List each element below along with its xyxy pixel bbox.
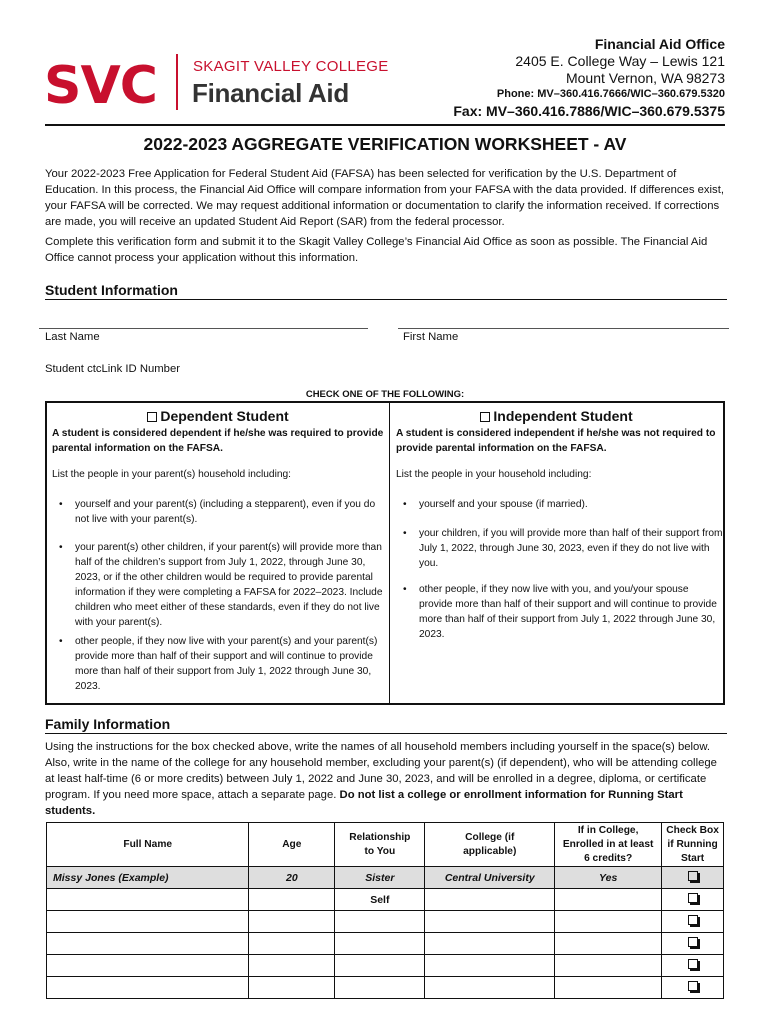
college-cell[interactable] — [425, 911, 555, 933]
running-start-cell — [662, 933, 724, 955]
example-age: 20 — [249, 867, 335, 889]
name-cell[interactable] — [47, 889, 249, 911]
relationship-cell: Self — [335, 889, 425, 911]
dependent-option[interactable] — [47, 408, 389, 424]
col-relationship: Relationship to You — [335, 823, 425, 867]
age-cell[interactable] — [249, 977, 335, 999]
bullet-icon: • — [403, 499, 407, 510]
logo-divider — [176, 54, 178, 110]
independent-description: A student is considered independent if he/she was not required to provide parental information on the FAFSA. — [396, 428, 716, 454]
table-row — [47, 977, 724, 999]
student-info-heading: Student Information — [45, 282, 178, 298]
family-info-heading: Family Information — [45, 716, 171, 732]
table-header-row — [47, 823, 724, 867]
status-box-divider — [389, 403, 390, 703]
running-start-cell — [662, 889, 724, 911]
document-title: 2022-2023 AGGREGATE VERIFICATION WORKSHEET - AV — [143, 134, 627, 154]
independent-list-head: List the people in your household including: — [396, 469, 592, 480]
independent-label: Independent Student — [493, 408, 633, 424]
dependent-item: • other people, if they now live with your parent(s) and your parent(s) provide more than half of their support and will continue to provide more than half of their support from July 1, 2022 through June 30, 2023. — [59, 636, 378, 692]
bullet-icon: • — [59, 499, 63, 510]
ctclink-id-label: Student ctcLink ID Number — [45, 363, 180, 375]
enrolled-cell[interactable] — [555, 933, 662, 955]
example-row — [47, 867, 724, 889]
dependent-label: Dependent Student — [160, 408, 289, 424]
example-running-start-cell — [662, 867, 724, 889]
age-cell[interactable] — [249, 889, 335, 911]
first-name-label: First Name — [403, 331, 459, 343]
running-start-checkbox[interactable] — [688, 893, 698, 903]
relationship-cell[interactable] — [335, 977, 425, 999]
running-start-checkbox[interactable] — [688, 959, 698, 969]
family-info-rule — [45, 733, 727, 734]
office-title: Financial Aid Office — [594, 36, 725, 52]
col-enrolled: If in College, Enrolled in at least 6 credits? — [555, 823, 662, 867]
independent-item: • yourself and your spouse (if married). — [403, 499, 588, 510]
name-cell[interactable] — [47, 933, 249, 955]
household-table — [46, 822, 724, 999]
office-address: 2405 E. College Way – Lewis 121 — [515, 53, 725, 69]
enrolled-cell[interactable] — [555, 955, 662, 977]
col-college: College (if applicable) — [425, 823, 555, 867]
office-fax: Fax: MV–360.416.7886/WIC–360.679.5375 — [453, 103, 725, 119]
name-cell[interactable] — [47, 911, 249, 933]
running-start-checkbox[interactable] — [688, 871, 698, 881]
first-name-line — [398, 328, 729, 329]
college-cell[interactable] — [425, 933, 555, 955]
bullet-icon: • — [59, 542, 63, 553]
dependent-list-head: List the people in your parent(s) household including: — [52, 469, 291, 480]
independent-item: • other people, if they now live with you, and you/your spouse provide more than half of their support and will continue to provide more than half of their support from July 1, 2022 through June 30, 2023. — [403, 584, 717, 640]
relationship-cell[interactable] — [335, 955, 425, 977]
logo-college-name: SKAGIT VALLEY COLLEGE — [193, 58, 389, 75]
col-running-start: Check Box if Running Start — [662, 823, 724, 867]
student-info-rule — [45, 299, 727, 300]
table-row — [47, 911, 724, 933]
independent-checkbox[interactable] — [480, 412, 490, 422]
dependent-checkbox[interactable] — [147, 412, 157, 422]
running-start-checkbox[interactable] — [688, 937, 698, 947]
family-instructions: Using the instructions for the box checked above, write the names of all household members including yourself in the space(s) below. Also, write in the name of the college for any household member, excluding your parent(s) (if dependent), who will be attending college at least half-time (6 or more credits) between July 1, 2022 and June 30, 2023, and will be enrolled in a degree, diploma, or certificate program. If you need more space, attach a separate page. Do not list a college or enrollment information for Running Start students. — [45, 741, 717, 817]
table-row — [47, 955, 724, 977]
intro-paragraph-1: Your 2022-2023 Free Application for Federal Student Aid (FAFSA) has been selected for verification by the U.S. Department of Education. In this process, the Financial Aid Office will compare information from your FAFSA with the data provided. If differences exist, your FAFSA will be corrected. We may request additional information or documentation to clarify the information received. If corrections are made, you will receive an updated Student Aid Report (SAR) from the federal processor. — [45, 168, 724, 228]
last-name-line — [39, 328, 368, 329]
running-start-cell — [662, 911, 724, 933]
example-name: Missy Jones (Example) — [47, 867, 249, 889]
bullet-icon: • — [403, 584, 407, 595]
enrolled-cell[interactable] — [555, 911, 662, 933]
enrolled-cell[interactable] — [555, 977, 662, 999]
header-rule — [45, 124, 725, 126]
col-age: Age — [249, 823, 335, 867]
enrolled-cell[interactable] — [555, 889, 662, 911]
dependent-item: • yourself and your parent(s) (including a stepparent), even if you do not live with your parent(s). — [59, 499, 376, 525]
bullet-icon: • — [403, 528, 407, 539]
intro-paragraph-2: Complete this verification form and submit it to the Skagit Valley College’s Financial Aid Office as soon as possible. The Financial Aid Office cannot process your application without this information. — [45, 236, 708, 264]
running-start-cell — [662, 955, 724, 977]
running-start-checkbox[interactable] — [688, 915, 698, 925]
col-full-name: Full Name — [47, 823, 249, 867]
ctclink-id-input[interactable] — [39, 346, 371, 362]
dependent-description: A student is considered dependent if he/she was required to provide parental information on the FAFSA. — [52, 428, 384, 454]
example-enrolled: Yes — [555, 867, 662, 889]
bullet-icon: • — [59, 636, 63, 647]
logo-department: Financial Aid — [192, 78, 349, 108]
independent-item: • your children, if you will provide more than half of their support from July 1, 2022, through June 30, 2023, even if they do not live with you. — [403, 528, 723, 569]
office-phone: Phone: MV–360.416.7666/WIC–360.679.5320 — [496, 88, 725, 100]
independent-option[interactable] — [390, 408, 723, 424]
check-one-instruction: CHECK ONE OF THE FOLLOWING: — [305, 389, 465, 400]
college-cell[interactable] — [425, 889, 555, 911]
running-start-note: Do not list a college or enrollment information for Running Start students. — [45, 789, 683, 817]
relationship-cell[interactable] — [335, 911, 425, 933]
last-name-label: Last Name — [45, 331, 100, 343]
office-city: Mount Vernon, WA 98273 — [565, 70, 725, 86]
relationship-cell[interactable] — [335, 933, 425, 955]
age-cell[interactable] — [249, 911, 335, 933]
college-cell[interactable] — [425, 977, 555, 999]
table-row — [47, 933, 724, 955]
college-cell[interactable] — [425, 955, 555, 977]
name-cell[interactable] — [47, 977, 249, 999]
svc-logo-mark: SVC — [44, 56, 157, 116]
age-cell[interactable] — [249, 933, 335, 955]
age-cell[interactable] — [249, 955, 335, 977]
example-college: Central University — [425, 867, 555, 889]
running-start-checkbox[interactable] — [688, 981, 698, 991]
running-start-cell — [662, 977, 724, 999]
dependent-item: • your parent(s) other children, if your parent(s) will provide more than half of the children’s support from July 1, 2022, through June 30, 2023, or if the other children would be required to provide parental information if they were completing a FAFSA for 2022–2023. Include children who meet either of these standards, even if they do not live with your parent(s). — [59, 542, 383, 628]
table-row — [47, 889, 724, 911]
example-relationship: Sister — [335, 867, 425, 889]
name-cell[interactable] — [47, 955, 249, 977]
